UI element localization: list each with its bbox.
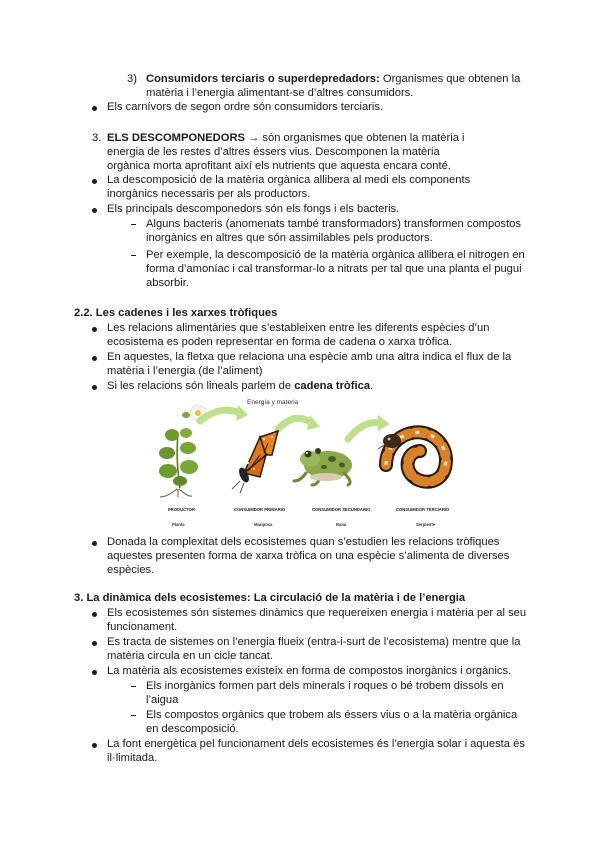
decomposers-line-1 xyxy=(107,131,465,145)
carnivores-text: Els carnívors de segon ordre són consumidors terciaris. xyxy=(107,101,384,113)
s3-dash-2-line-2: en descomposició. xyxy=(146,723,239,735)
decomp-bullet-1-line-2: inorgànics necessaris per als productors. xyxy=(107,188,311,200)
decomposers-number: 3. xyxy=(92,132,102,144)
s22-bullet-2-line-2: matèria i l’energia (de l’aliment) xyxy=(107,365,263,377)
s3-bullet-4-line-2: il·limitada. xyxy=(107,752,158,764)
bullet xyxy=(92,612,97,617)
s22-bullet-3 xyxy=(107,379,373,393)
s22-bullet-2-line-1: En aquestes, la fletxa que relaciona una espècie amb una altra indica el flux de la xyxy=(107,351,512,363)
level-3-role: CONSUMIDOR SECUNDARIO xyxy=(312,507,371,512)
decomposers-line-3: orgànica morta aprofitant així els nutrients que aquesta encara conté. xyxy=(107,160,451,172)
level-2-name: Mariposa xyxy=(254,522,273,527)
s3-bullet-1-line-1: Els ecosistemes són sistemes dinàmics que requereixen energia i matèria per al seu xyxy=(107,607,527,619)
bullet xyxy=(92,670,97,675)
decomp-dash-1-line-2: inorgànics en altres que són assimilables pels productors. xyxy=(146,232,433,244)
dash-marker xyxy=(131,715,136,716)
s3-dash-2-line-1: Els compostos orgànics que trobem als éssers vius o a la matèria orgànica xyxy=(146,709,518,721)
s3-bullet-4-line-1: La font energètica pel funcionament dels ecosistemes és l’energia solar i aquesta és xyxy=(107,738,525,750)
energy-matter-label: Energía y materia xyxy=(247,399,299,406)
dash-marker xyxy=(131,224,136,225)
section-heading-2-2: 2.2. Les cadenes i les xarxes tròfiques xyxy=(74,307,278,319)
level-3-name: Rana xyxy=(336,522,347,527)
s22-b3-pre: Si les relacions són lineals parlem de xyxy=(107,380,295,392)
snake-illustration xyxy=(378,432,446,481)
list-number: 3) xyxy=(127,73,137,85)
butterfly-illustration xyxy=(232,431,278,493)
s3-bullet-2-line-2: matèria circula en un cicle tancat. xyxy=(107,650,274,662)
decomposers-line-2: energia de les restes d’altres éssers vius. Descomponen la matèria xyxy=(107,146,440,158)
s22-bullet-4-line-1: Donada la complexitat dels ecosistemes quan s’estudien les relacions tròfiques xyxy=(107,536,500,548)
bullet xyxy=(92,641,97,646)
decomp-bullet-1-line-1: La descomposició de la matèria orgànica allibera al medi els components xyxy=(107,174,471,186)
bullet xyxy=(92,385,97,390)
s3-bullet-2-line-1: Es tracta de sistemes on l’energia flueix (entra-i-surt de l’ecosistema) mentre que la xyxy=(107,636,521,648)
bullet xyxy=(92,327,97,332)
level-4-name: Serpiente xyxy=(416,522,436,527)
level-4-role: CONSUMIDOR TERCIARIO xyxy=(396,507,450,512)
bullet xyxy=(92,208,97,213)
bullet xyxy=(92,541,97,546)
arrow-butterfly-frog xyxy=(278,418,312,429)
s22-bullet-1-line-2: ecosistema es poden representar en forma de cadena o xarxa tròfica. xyxy=(107,336,453,348)
section-heading-3: 3. La dinàmica dels ecosistemes: La circulació de la matèria i de l’energia xyxy=(74,592,466,604)
decomp-dash-2-line-1: Per exemple, la descomposició de la matèria orgànica allibera el nitrogen en xyxy=(146,249,525,261)
decomp-dash-2-line-3: absorbir. xyxy=(146,277,189,289)
arrow-frog-snake xyxy=(348,423,380,439)
decomp-bullet-2: Els principals descomponedors són els fongs i els bacteris. xyxy=(107,203,400,215)
s3-dash-1-line-1: Els inorgànics formen part dels minerals i roques o bé trobem dissols en xyxy=(146,680,504,692)
tertiary-text: Organismes que obtenen la xyxy=(379,73,521,85)
level-2-role: CONSUMIDOR PRIMARIO xyxy=(234,507,286,512)
bullet xyxy=(92,179,97,184)
tertiary-line-2: matèria i l’energia alimentant-se d’altres consumidors. xyxy=(146,87,414,99)
decomposers-title: ELS DESCOMPONEDORS xyxy=(107,132,245,144)
s22-b3-post: . xyxy=(370,380,374,392)
dash-marker xyxy=(131,255,136,256)
s3-bullet-3: La matèria als ecosistemes existeix en forma de compostos inorgànics i orgànics. xyxy=(107,665,512,677)
bullet xyxy=(92,743,97,748)
s22-bullet-1-line-1: Les relacions alimentàries que s’estableixen entre les diferents espècies d’un xyxy=(107,322,490,334)
bullet xyxy=(92,356,97,361)
level-1-role: PRODUCTOR xyxy=(168,507,195,512)
dash-marker xyxy=(131,686,136,687)
s3-dash-1-line-2: l’aigua xyxy=(146,694,179,706)
frog-illustration xyxy=(294,448,352,485)
tertiary-title: Consumidors terciaris o superdepredadors: xyxy=(146,73,380,85)
s3-bullet-1-line-2: funcionament. xyxy=(107,621,178,633)
cadena-trofica-term: cadena tròfica xyxy=(294,380,371,392)
tertiary-line-1 xyxy=(146,72,520,86)
s22-bullet-4-line-3: espècies. xyxy=(107,564,155,576)
decomp-dash-1-line-1: Alguns bacteris (anomenats també transformadors) transformen compostos xyxy=(146,218,521,230)
s22-bullet-4-line-2: aquestes presenten forma de xarxa tròfica on una espècie s’alimenta de diverses xyxy=(107,550,510,562)
bullet xyxy=(92,106,97,111)
decomp-dash-2-line-2: forma d’amoníac i cal transformar-lo a nitrats per tal que una planta el pugui xyxy=(146,263,522,275)
food-chain-figure xyxy=(148,393,466,533)
decomposers-text: → són organismes que obtenen la matèria i xyxy=(245,132,465,144)
level-1-name: Planta xyxy=(172,522,185,527)
